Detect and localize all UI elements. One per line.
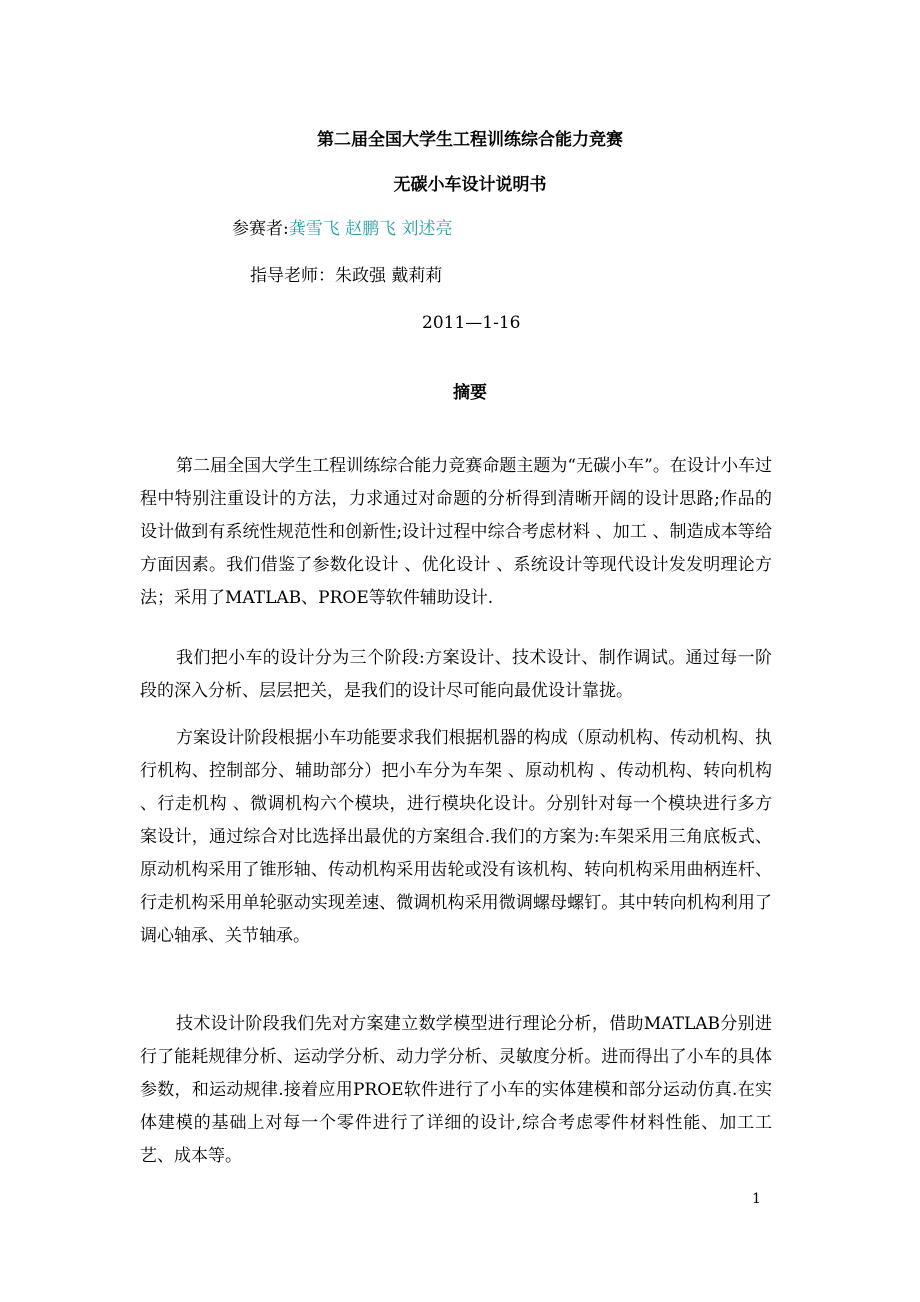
participants-line — [232, 216, 453, 242]
abstract-paragraph-1 — [140, 450, 772, 615]
advisors-line: 指导老师：朱政强 戴莉莉 — [250, 266, 443, 286]
paragraph-text: 方案设计阶段根据小车功能要求我们根据机器的构成（原动机构、传动机构、执行机构、控制部分、辅助部分）把小车分为车架 、原动机构 、传动机构、转向机构 、行走机构 、微调机构六个模块，进行模块化设计。分别针对每一个模块进行多方案设计，通过综合对比选择出最优的方案组合.我们的方案为:车架采用三角底板式、原动机构采用了锥形轴、传动机构采用齿轮或没有该机构、转向机构采用曲柄连杆、行走机构采用单轮驱动实现差速、微调机构采用微调螺母螺钉。其中转向机构利用了调心轴承、关节轴承。 — [140, 728, 772, 946]
participants-label: 参赛者: — [232, 219, 289, 239]
paragraph-text: 我们把小车的设计分为三个阶段:方案设计、技术设计、制作调试。通过每一阶段的深入分析、层层把关，是我们的设计尽可能向最优设计靠拢。 — [140, 648, 772, 701]
paragraph-text: 第二届全国大学生工程训练综合能力竞赛命题主题为“无碳小车”。在设计小车过程中特别注重设计的方法，力求通过对命题的分析得到清晰开阔的设计思路;作品的设计做到有系统性规范性和创新性;设计过程中综合考虑材料 、加工 、制造成本等给方面因素。我们借鉴了参数化设计 、优化设计 、系统设计等现代设计发发明理论方法；采用了MATLAB、PROE等软件辅助设计. — [140, 456, 772, 608]
abstract-heading: 摘要 — [453, 383, 487, 403]
document-title: 第二届全国大学生工程训练综合能力竞赛 — [317, 130, 623, 150]
page-number: 1 — [752, 1191, 761, 1207]
abstract-paragraph-2 — [140, 642, 772, 708]
abstract-paragraph-3 — [140, 722, 772, 953]
document-subtitle: 无碳小车设计说明书 — [393, 175, 547, 195]
document-date: 2011—1-16 — [422, 313, 521, 333]
paragraph-text: 技术设计阶段我们先对方案建立数学模型进行理论分析，借助MATLAB分别进行了能耗规律分析、运动学分析、动力学分析、灵敏度分析。进而得出了小车的具体参数，和运动规律.接着应用PROE软件进行了小车的实体建模和部分运动仿真.在实体建模的基础上对每一个零件进行了详细的设计,综合考虑零件材料性能、加工工艺、成本等。 — [140, 1014, 772, 1166]
abstract-paragraph-4 — [140, 1008, 772, 1173]
participants-names: 龚雪飞 赵鹏飞 刘述亮 — [288, 219, 453, 239]
